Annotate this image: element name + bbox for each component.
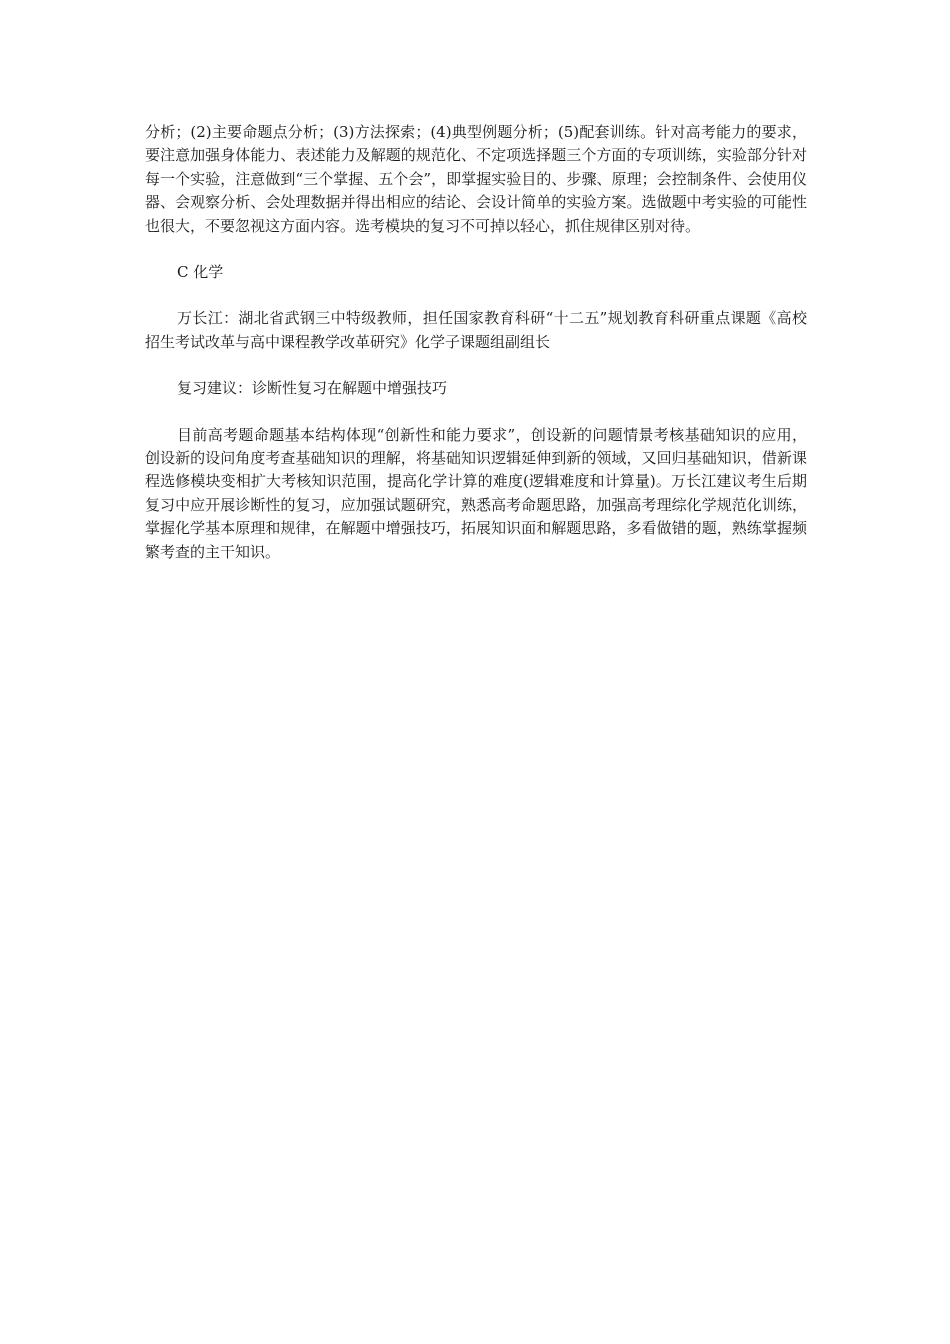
document-page xyxy=(145,121,807,587)
paragraph-physics-continued: 分析；(2)主要命题点分析；(3)方法探索；(4)典型例题分析；(5)配套训练。针对高考能力的要求，要注意加强身体能力、表述能力及解题的规范化、不定项选择题三个方面的专项训练，实验部分针对每一个实验，注意做到“三个掌握、五个会”，即掌握实验目的、步骤、原理；会控制条件、会使用仪器、会观察分析、会处理数据并得出相应的结论、会设计简单的实验方案。选做题中考实验的可能性也很大，不要忽视这方面内容。选考模块的复习不可掉以轻心，抓住规律区别对待。 xyxy=(145,123,807,235)
paragraph-teacher-intro: 万长江：湖北省武钢三中特级教师，担任国家教育科研“十二五”规划教育科研重点课题《高校招生考试改革与高中课程教学改革研究》化学子课题组副组长 xyxy=(145,309,807,351)
section-heading-chemistry: C 化学 xyxy=(177,263,224,282)
paragraph-review-advice-title: 复习建议：诊断性复习在解题中增强技巧 xyxy=(177,379,448,398)
paragraph-review-advice-body: 目前高考题命题基本结构体现“创新性和能力要求”，创设新的问题情景考核基础知识的应用，创设新的设问角度考查基础知识的理解，将基础知识逻辑延伸到新的领域，又回归基础知识，借新课程选修模块变相扩大考核知识范围，提高化学计算的难度(逻辑难度和计算量)。万长江建议考生后期复习中应开展诊断性的复习，应加强试题研究，熟悉高考命题思路，加强高考理综化学规范化训练，掌握化学基本原理和规律，在解题中增强技巧，拓展知识面和解题思路，多看做错的题，熟练掌握频繁考查的主干知识。 xyxy=(145,425,807,561)
